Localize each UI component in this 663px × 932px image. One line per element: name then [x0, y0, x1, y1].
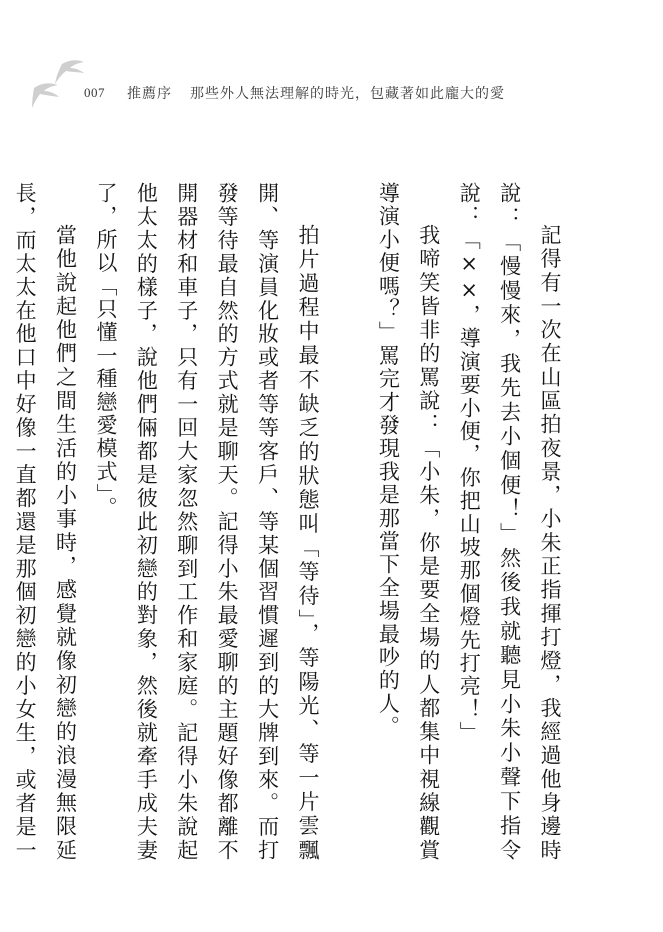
paragraph-1: 記得有一次在山區拍夜景，小朱正指揮打燈，我經過他身邊時說：「慢慢來，我先去小個便！」然後我就聽見小朱小聲下指令說：「××，導演要小便，你把山坡那個燈先打亮！」 [457, 182, 562, 862]
paragraph-3: 拍片過程中最不缺乏的狀態叫「等待」，等陽光、等一片雲飄開、等演員化妝或者等等客戶、等某個習慣遲到的大牌到來。而打發等待最自然的方式就是聊天。記得小朱最愛聊的主題好像都離不開器材和車子，只有一回大家忽然聊到工作和家庭。記得小朱說起他太太的樣子，說他們倆都是彼此初戀的對象，然後就牽手成夫妻了，所以「只懂一種戀愛模式」。 [93, 182, 320, 862]
paragraph-4: 當他說起他們之間生活的小事時，感覺就像初戀的浪漫無限延長，而太太在他口中好像一直都還是那個初戀的小女生，或者是一 [13, 182, 78, 862]
paragraph-2: 我啼笑皆非的罵說：「小朱，你是要全場的人都集中視線觀賞導演小便嗎？」罵完才發現我是那當下全場最吵的人。 [376, 182, 441, 862]
body-text [13, 182, 570, 862]
swallows-icon [28, 52, 92, 112]
section-label: 推薦序 [127, 86, 172, 102]
page-number: 007 [84, 85, 105, 100]
essay-title: 那些外人無法理解的時光，包藏著如此龐大的愛 [190, 86, 505, 102]
running-header [84, 83, 505, 103]
